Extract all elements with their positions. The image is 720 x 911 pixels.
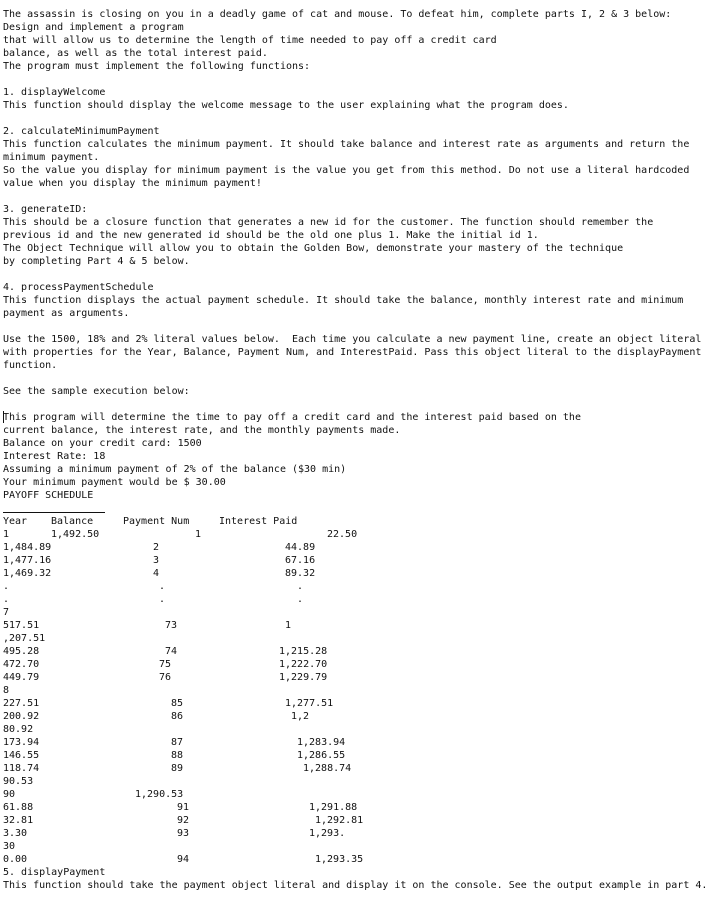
table-cell: 146.55 xyxy=(3,750,40,761)
table-cell: 44.89 xyxy=(285,542,316,553)
section-text: So the value you display for minimum payment is the value you get from this method. Do not use a literal hardcoded xyxy=(3,165,690,176)
table-cell: 67.16 xyxy=(285,555,316,566)
sample-output-line: Assuming a minimum payment of 2% of the balance ($30 min) xyxy=(3,464,347,475)
table-cell: 517.51 xyxy=(3,620,40,631)
section-text: See the sample execution below: xyxy=(3,386,190,397)
ellipsis-dot: . xyxy=(3,581,10,592)
section-heading: 1. displayWelcome xyxy=(3,87,106,98)
table-cell: 200.92 xyxy=(3,711,40,722)
column-header-payment-num: Payment Num xyxy=(123,516,190,527)
table-cell: 3 xyxy=(153,555,160,566)
table-cell: 94 xyxy=(177,854,190,865)
section-text: This function should display the welcome message to the user explaining what the program does. xyxy=(3,100,569,111)
table-cell: 80.92 xyxy=(3,724,34,735)
table-cell: 76 xyxy=(159,672,172,683)
intro-line: balance, as well as the total interest paid. xyxy=(3,48,268,59)
section-heading: 3. generateID: xyxy=(3,204,88,215)
section-heading: 2. calculateMinimumPayment xyxy=(3,126,160,137)
table-cell: 1,292.81 xyxy=(315,815,364,826)
table-cell: 90 xyxy=(3,789,16,800)
table-cell: 1,288.74 xyxy=(303,763,352,774)
table-cell: 1,492.50 xyxy=(51,529,100,540)
table-cell: 7 xyxy=(3,607,10,618)
intro-line: The program must implement the following functions: xyxy=(3,61,311,72)
section-text: function. xyxy=(3,360,58,371)
section-text: This should be a closure function that generates a new id for the customer. The function should remember the xyxy=(3,217,654,228)
table-cell: 1,215.28 xyxy=(279,646,328,657)
table-cell: 1,469.32 xyxy=(3,568,52,579)
table-cell: 92 xyxy=(177,815,190,826)
ellipsis-dot: . xyxy=(3,594,10,605)
table-cell: 1 xyxy=(3,529,10,540)
table-cell: 1,293. xyxy=(309,828,346,839)
schedule-divider xyxy=(3,512,105,513)
intro-line: The assassin is closing on you in a deadly game of cat and mouse. To defeat him, complete parts I, 2 & 3 below: xyxy=(3,9,672,20)
ellipsis-dot: . xyxy=(159,581,166,592)
table-cell: 73 xyxy=(165,620,178,631)
table-cell: 75 xyxy=(159,659,172,670)
table-cell: 89 xyxy=(171,763,184,774)
section-text: This function calculates the minimum payment. It should take balance and interest rate as arguments and return the xyxy=(3,139,690,150)
table-cell: 1,277.51 xyxy=(285,698,334,709)
table-cell: 1,286.55 xyxy=(297,750,346,761)
table-cell: 118.74 xyxy=(3,763,40,774)
table-cell: 32.81 xyxy=(3,815,34,826)
table-cell: 93 xyxy=(177,828,190,839)
table-cell: 1,477.16 xyxy=(3,555,52,566)
table-cell: 472.70 xyxy=(3,659,40,670)
table-cell: 449.79 xyxy=(3,672,40,683)
table-cell: 1,222.70 xyxy=(279,659,328,670)
table-cell: 4 xyxy=(153,568,160,579)
table-cell: 61.88 xyxy=(3,802,34,813)
section-text: by completing Part 4 & 5 below. xyxy=(3,256,190,267)
table-cell: 91 xyxy=(177,802,190,813)
table-cell: 3.30 xyxy=(3,828,28,839)
ellipsis-dot: . xyxy=(297,581,304,592)
table-cell: 85 xyxy=(171,698,184,709)
table-cell: 30 xyxy=(3,841,16,852)
ellipsis-dot: . xyxy=(159,594,166,605)
table-cell: 1,283.94 xyxy=(297,737,346,748)
section-text: value when you display the minimum payment! xyxy=(3,178,262,189)
section-text: Use the 1500, 18% and 2% literal values below. Each time you calculate a new payment line, create an object literal xyxy=(3,334,702,345)
table-cell: 1,2 xyxy=(291,711,310,722)
sample-output-line: Balance on your credit card: 1500 xyxy=(3,438,202,449)
table-cell: 86 xyxy=(171,711,184,722)
table-cell: 87 xyxy=(171,737,184,748)
table-cell: 88 xyxy=(171,750,184,761)
sample-output-line: This program will determine the time to pay off a credit card and the interest paid based on the xyxy=(3,412,581,423)
sample-output-line: PAYOFF SCHEDULE xyxy=(3,490,94,501)
table-cell: 22.50 xyxy=(327,529,358,540)
table-cell: 1 xyxy=(195,529,202,540)
section-text: The Object Technique will allow you to obtain the Golden Bow, demonstrate your mastery of the technique xyxy=(3,243,624,254)
column-header-interest-paid: Interest Paid xyxy=(219,516,298,527)
table-cell: 89.32 xyxy=(285,568,316,579)
sample-output-line: Interest Rate: 18 xyxy=(3,451,106,462)
table-cell: 227.51 xyxy=(3,698,40,709)
table-cell: 2 xyxy=(153,542,160,553)
intro-line: Design and implement a program xyxy=(3,22,184,33)
table-cell: 1 xyxy=(285,620,292,631)
table-cell: 1,293.35 xyxy=(315,854,364,865)
table-cell: 74 xyxy=(165,646,178,657)
table-cell: ,207.51 xyxy=(3,633,46,644)
sample-output-line: Your minimum payment would be $ 30.00 xyxy=(3,477,226,488)
section-text: This function displays the actual payment schedule. It should take the balance, monthly interest rate and minimum xyxy=(3,295,684,306)
table-cell: 1,291.88 xyxy=(309,802,358,813)
section-text: This function should take the payment object literal and display it on the console. See the output example in part 4. xyxy=(3,880,708,891)
section-text: minimum payment. xyxy=(3,152,100,163)
table-cell: 1,290.53 xyxy=(135,789,184,800)
column-header-balance: Balance xyxy=(51,516,94,527)
section-heading: 5. displayPayment xyxy=(3,867,106,878)
intro-line: that will allow us to determine the length of time needed to pay off a credit card xyxy=(3,35,497,46)
section-text: with properties for the Year, Balance, Payment Num, and InterestPaid. Pass this object literal to the displayPayment xyxy=(3,347,702,358)
section-text: previous id and the new generated id should be the old one plus 1. Make the initial id 1. xyxy=(3,230,539,241)
table-cell: 495.28 xyxy=(3,646,40,657)
table-cell: 173.94 xyxy=(3,737,40,748)
section-text: payment as arguments. xyxy=(3,308,130,319)
table-cell: 1,229.79 xyxy=(279,672,328,683)
table-cell: 1,484.89 xyxy=(3,542,52,553)
table-cell: 8 xyxy=(3,685,10,696)
ellipsis-dot: . xyxy=(297,594,304,605)
table-cell: 0.00 xyxy=(3,854,28,865)
column-header-year: Year xyxy=(3,516,28,527)
sample-output-line: current balance, the interest rate, and the monthly payments made. xyxy=(3,425,401,436)
section-heading: 4. processPaymentSchedule xyxy=(3,282,154,293)
table-cell: 90.53 xyxy=(3,776,34,787)
